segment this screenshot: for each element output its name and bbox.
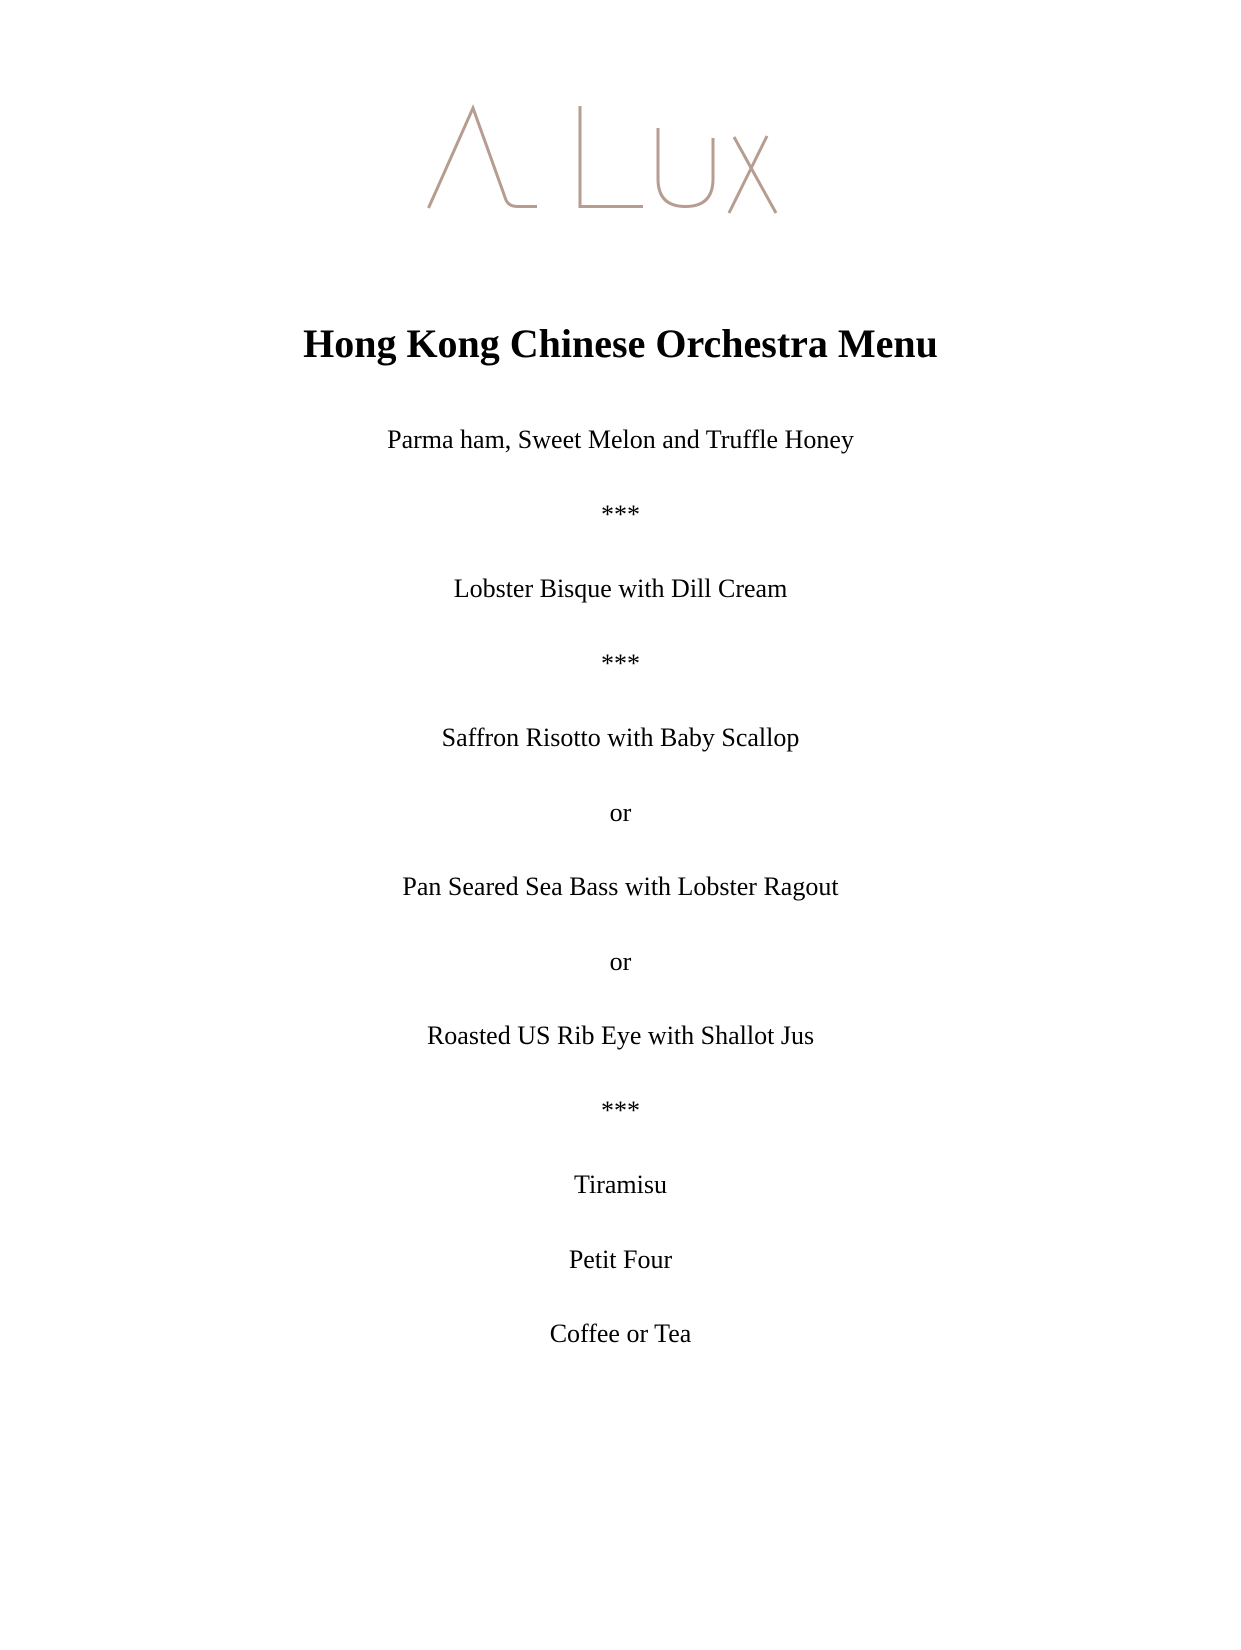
- logo-letter-x: [729, 136, 776, 213]
- course-separator: ***: [601, 648, 640, 678]
- a-lux-logo: [427, 100, 779, 216]
- menu-item: Saffron Risotto with Baby Scallop: [441, 723, 800, 752]
- menu-lines: [0, 403, 1241, 1372]
- menu-title: Hong Kong Chinese Orchestra Menu: [303, 321, 938, 366]
- a-lux-logo-icon: [427, 100, 779, 216]
- menu-item: Pan Seared Sea Bass with Lobster Ragout: [402, 872, 839, 901]
- logo-letter-l: [580, 106, 643, 207]
- logo-letter-u: [658, 128, 713, 207]
- menu-item: Tiramisu: [574, 1170, 667, 1199]
- menu-item: Petit Four: [568, 1244, 673, 1274]
- course-separator: ***: [601, 499, 640, 529]
- or-divider: or: [609, 797, 632, 827]
- menu-item: Lobster Bisque with Dill Cream: [453, 574, 788, 603]
- menu-item: Roasted US Rib Eye with Shallot Jus: [426, 1021, 815, 1050]
- or-divider: or: [609, 946, 632, 976]
- logo-letter-a: [429, 108, 538, 208]
- course-separator: ***: [601, 1095, 640, 1125]
- menu-item: Parma ham, Sweet Melon and Truffle Honey: [387, 425, 854, 454]
- menu-item: Coffee or Tea: [549, 1319, 692, 1348]
